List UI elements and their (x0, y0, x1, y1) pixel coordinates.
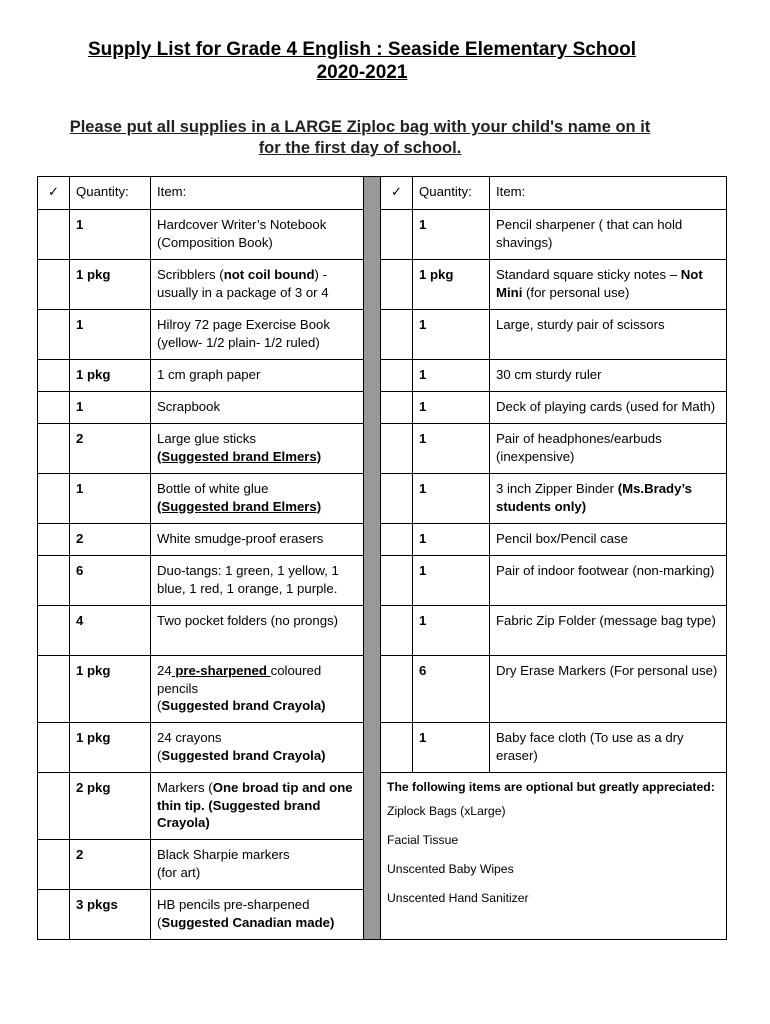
table-row (38, 556, 727, 606)
item-text-part: ( (157, 747, 162, 763)
checkbox-cell[interactable] (38, 474, 70, 524)
item-text-part: coloured pencils (157, 663, 322, 696)
item-cell-right (490, 360, 727, 392)
item-text-part: Standard square sticky notes – (496, 267, 681, 282)
quantity-cell-right: 1 (413, 524, 490, 556)
checkbox-cell[interactable] (38, 260, 70, 310)
table-row (38, 656, 727, 723)
item-text-part: Bottle of white glue (157, 481, 269, 496)
checkbox-cell[interactable] (38, 840, 70, 890)
item-text-part: 24 crayons (157, 730, 222, 745)
checkbox-cell-right[interactable] (381, 474, 413, 524)
quantity-cell: 1 pkg (70, 260, 151, 310)
item-text-part: Suggested brand Crayola) (161, 698, 326, 713)
item-cell-right (490, 474, 727, 524)
item-text-part: ( (157, 914, 162, 930)
quantity-cell-right: 1 (413, 360, 490, 392)
item-text-part: Not Mini (496, 267, 703, 300)
checkbox-cell[interactable] (38, 723, 70, 773)
item-cell-right (490, 723, 727, 773)
check-column-header-right: ✓ (381, 177, 413, 210)
checkbox-cell-right[interactable] (381, 556, 413, 606)
quantity-cell-right: 1 (413, 392, 490, 424)
table-row (38, 773, 727, 840)
checkbox-cell[interactable] (38, 210, 70, 260)
item-text-part: Large glue sticks (157, 431, 256, 446)
checkbox-cell-right[interactable] (381, 524, 413, 556)
checkbox-cell-right[interactable] (381, 424, 413, 474)
item-text-part: not coil bound (223, 267, 315, 282)
item-text-part: White smudge-proof erasers (157, 531, 324, 546)
quantity-cell-right: 1 (413, 606, 490, 656)
quantity-cell: 1 pkg (70, 360, 151, 392)
item-text-part: (for art) (157, 864, 201, 880)
title-line-1: Supply List for Grade 4 English : Seaside Elementary School (88, 39, 636, 60)
item-cell-right (490, 524, 727, 556)
item-text-part: Black Sharpie markers (157, 847, 290, 862)
supply-table (37, 176, 727, 940)
item-cell (151, 606, 364, 656)
check-column-header: ✓ (38, 177, 70, 210)
column-divider (364, 177, 381, 940)
item-cell-right (490, 260, 727, 310)
quantity-cell-right: 1 (413, 424, 490, 474)
item-text-part: Markers ( (157, 780, 213, 795)
quantity-cell: 1 (70, 210, 151, 260)
checkbox-cell-right[interactable] (381, 723, 413, 773)
item-text-part: ( (157, 698, 162, 713)
checkbox-cell[interactable] (38, 424, 70, 474)
optional-heading: The following items are optional but greatly appreciated: (387, 780, 715, 794)
item-cell (151, 424, 364, 474)
item-cell (151, 210, 364, 260)
item-text-part: 30 cm sturdy ruler (496, 367, 602, 382)
quantity-cell: 1 (70, 310, 151, 360)
quantity-cell-right: 1 (413, 310, 490, 360)
item-text-part: Large, sturdy pair of scissors (496, 317, 665, 332)
table-row (38, 474, 727, 524)
quantity-cell: 2 (70, 424, 151, 474)
quantity-cell: 1 (70, 474, 151, 524)
item-cell (151, 524, 364, 556)
item-cell (151, 392, 364, 424)
item-cell-right (490, 424, 727, 474)
item-text-part: (Suggested brand Elmers) (157, 498, 322, 514)
item-text-part: (Ms.Brady’s students only) (496, 481, 692, 514)
checkbox-cell[interactable] (38, 773, 70, 840)
optional-item: Unscented Baby Wipes (387, 862, 514, 876)
item-text-part: Pencil sharpener ( that can hold shavings) (496, 217, 683, 250)
quantity-column-header: Quantity: (70, 177, 151, 210)
table-row (38, 392, 727, 424)
checkbox-cell-right[interactable] (381, 656, 413, 723)
optional-item: Unscented Hand Sanitizer (387, 891, 529, 905)
quantity-cell: 4 (70, 606, 151, 656)
item-text-part: Pair of indoor footwear (non-marking) (496, 563, 715, 578)
item-text-part: Deck of playing cards (used for Math) (496, 399, 716, 414)
item-cell (151, 474, 364, 524)
quantity-cell: 2 (70, 840, 151, 890)
optional-items-box (381, 773, 727, 940)
item-text-part: Scribblers ( (157, 267, 224, 282)
item-cell-right (490, 656, 727, 723)
item-cell (151, 260, 364, 310)
instructions-line-1: Please put all supplies in a LARGE Ziploc bag with your child's name on it (69, 118, 651, 136)
table-row (38, 310, 727, 360)
item-text-part: Pair of headphones/earbuds (inexpensive) (496, 431, 662, 464)
title-line-2: 2020-2021 (316, 62, 408, 83)
checkbox-cell[interactable] (38, 556, 70, 606)
item-text-part: Duo-tangs: 1 green, 1 yellow, 1 blue, 1 red, 1 orange, 1 purple. (157, 563, 339, 596)
table-row (38, 260, 727, 310)
checkbox-cell-right[interactable] (381, 606, 413, 656)
quantity-cell-right: 1 (413, 474, 490, 524)
instructions-line-2: for the first day of school. (258, 139, 462, 157)
item-column-header: Item: (151, 177, 364, 210)
table-row (38, 723, 727, 773)
table-row (38, 210, 727, 260)
quantity-cell: 6 (70, 556, 151, 606)
checkbox-cell-right[interactable] (381, 210, 413, 260)
quantity-cell-right: 1 pkg (413, 260, 490, 310)
item-cell (151, 890, 364, 940)
checkbox-cell[interactable] (38, 310, 70, 360)
table-row (38, 424, 727, 474)
quantity-cell: 2 (70, 524, 151, 556)
quantity-cell-right: 1 (413, 556, 490, 606)
table-row (38, 524, 727, 556)
checkbox-cell[interactable] (38, 524, 70, 556)
item-cell (151, 840, 364, 890)
checkbox-cell-right[interactable] (381, 260, 413, 310)
item-cell-right (490, 392, 727, 424)
item-text-part: 1 cm graph paper (157, 367, 261, 382)
checkbox-cell[interactable] (38, 656, 70, 723)
quantity-column-header-right: Quantity: (413, 177, 490, 210)
checkbox-cell-right[interactable] (381, 392, 413, 424)
quantity-cell: 1 (70, 392, 151, 424)
item-text-part: Baby face cloth (To use as a dry eraser) (496, 730, 684, 763)
table-row (38, 360, 727, 392)
item-text-part: Suggested brand Crayola) (161, 747, 326, 763)
quantity-cell-right: 1 (413, 210, 490, 260)
item-text-part: 24 (157, 663, 172, 678)
instructions (0, 117, 720, 159)
item-cell (151, 773, 364, 840)
item-text-part: Fabric Zip Folder (message bag type) (496, 613, 716, 628)
item-text-part: pre-sharpened (171, 663, 271, 678)
item-text-part: (for personal use) (522, 284, 630, 300)
item-column-header-right: Item: (490, 177, 727, 210)
item-text-part: Hilroy 72 page Exercise Book (yellow- 1/2 plain- 1/2 ruled) (157, 317, 330, 350)
checkbox-cell[interactable] (38, 890, 70, 940)
item-cell (151, 556, 364, 606)
quantity-cell: 1 pkg (70, 723, 151, 773)
checkbox-cell-right[interactable] (381, 310, 413, 360)
document-title (0, 38, 724, 84)
quantity-cell: 2 pkg (70, 773, 151, 840)
item-cell-right (490, 556, 727, 606)
item-cell (151, 310, 364, 360)
item-text-part: ) - usually in a package of 3 or 4 (157, 267, 329, 300)
table-row (38, 606, 727, 656)
item-text-part: Hardcover Writer’s Notebook (Composition Book) (157, 217, 327, 250)
checkbox-cell[interactable] (38, 392, 70, 424)
optional-item: Ziplock Bags (xLarge) (387, 804, 506, 818)
item-cell (151, 656, 364, 723)
quantity-cell-right: 1 (413, 723, 490, 773)
quantity-cell: 3 pkgs (70, 890, 151, 940)
item-text-part: Two pocket folders (no prongs) (157, 613, 339, 628)
item-text-part: Pencil box/Pencil case (496, 531, 628, 546)
quantity-cell: 1 pkg (70, 656, 151, 723)
item-cell (151, 360, 364, 392)
item-cell (151, 723, 364, 773)
table-header-row (38, 177, 727, 210)
item-cell-right (490, 310, 727, 360)
item-text-part: Dry Erase Markers (For personal use) (496, 663, 718, 678)
item-text-part: Scrapbook (157, 399, 221, 414)
checkbox-cell[interactable] (38, 360, 70, 392)
item-text-part: 3 inch Zipper Binder (496, 481, 618, 496)
item-text-part: Suggested Canadian made) (161, 914, 335, 930)
item-cell-right (490, 210, 727, 260)
item-text-part: (Suggested brand Elmers) (157, 448, 322, 464)
checkbox-cell-right[interactable] (381, 360, 413, 392)
item-cell-right (490, 606, 727, 656)
checkbox-cell[interactable] (38, 606, 70, 656)
item-text-part: HB pencils pre-sharpened (157, 897, 310, 912)
item-text-part: One broad tip and one thin tip. (Suggested brand Crayola) (157, 780, 353, 830)
optional-item: Facial Tissue (387, 833, 459, 847)
quantity-cell-right: 6 (413, 656, 490, 723)
